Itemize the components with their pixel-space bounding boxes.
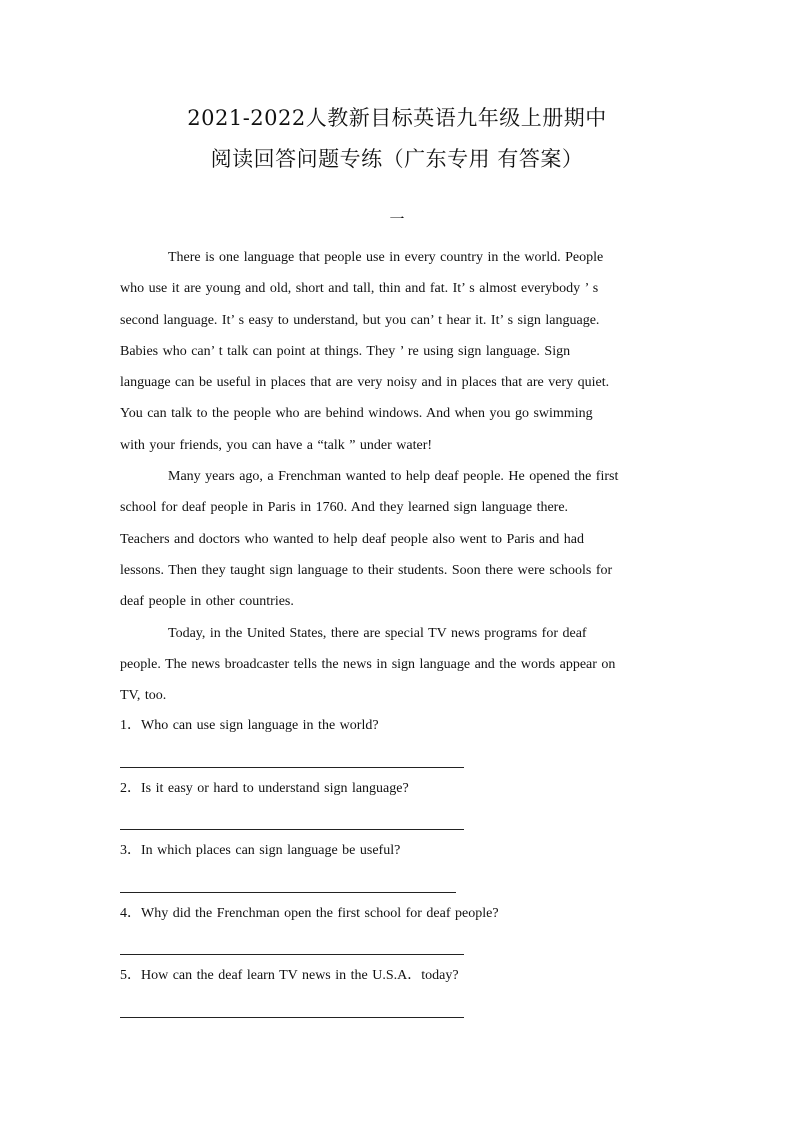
passage-line: There is one language that people use in every country in the world. People bbox=[168, 250, 604, 265]
answer-blank-4[interactable] bbox=[120, 929, 672, 962]
question-list bbox=[120, 711, 672, 1024]
passage-line: people. The news broadcaster tells the news in sign language and the words appear on bbox=[120, 656, 616, 672]
answer-blank-2[interactable] bbox=[120, 804, 672, 837]
passage-line: deaf people in other countries. bbox=[120, 594, 294, 610]
passage-line: Many years ago, a Frenchman wanted to help deaf people. He opened the first bbox=[168, 469, 619, 485]
question-5: 5．How can the deaf learn TV news in the U.S.A．today? bbox=[120, 968, 459, 983]
reading-passage bbox=[120, 242, 672, 711]
passage-line: with your friends, you can have a “talk ” under water! bbox=[120, 437, 433, 453]
passage-line: TV, too. bbox=[120, 688, 167, 704]
passage-line: Teachers and doctors who wanted to help deaf people also went to Paris and had bbox=[120, 531, 584, 547]
passage-line: second language. It’ s easy to understand, but you can’ t hear it. It’ s sign language. bbox=[120, 312, 600, 328]
passage-line: lessons. Then they taught sign language to their students. Soon there were schools for bbox=[120, 562, 613, 578]
passage-line: Today, in the United States, there are special TV news programs for deaf bbox=[168, 625, 587, 641]
passage-line: who use it are young and old, short and tall, thin and fat. It’ s almost everybody ’ s bbox=[120, 281, 599, 297]
page-subtitle: 阅读回答问题专练（广东专用 有答案） bbox=[210, 147, 584, 171]
question-4: 4．Why did the Frenchman open the first school for deaf people? bbox=[120, 905, 499, 921]
question-2: 2．Is it easy or hard to understand sign language? bbox=[120, 780, 409, 796]
passage-line: language can be useful in places that are very noisy and in places that are very quiet. bbox=[120, 375, 610, 391]
passage-line: Babies who can’ t talk can point at things. They ’ re using sign language. Sign bbox=[120, 343, 571, 359]
question-1: 1．Who can use sign language in the world? bbox=[120, 718, 379, 733]
question-3: 3．In which places can sign language be useful? bbox=[120, 843, 401, 858]
page-title: 2021-2022人教新目标英语九年级上册期中 bbox=[187, 106, 607, 130]
answer-blank-5[interactable] bbox=[120, 991, 672, 1024]
section-number: 一 bbox=[389, 212, 405, 228]
passage-line: You can talk to the people who are behind windows. And when you go swimming bbox=[120, 406, 593, 422]
answer-blank-3[interactable] bbox=[120, 866, 672, 899]
answer-blank-1[interactable] bbox=[120, 741, 672, 774]
passage-line: school for deaf people in Paris in 1760. And they learned sign language there. bbox=[120, 500, 569, 516]
